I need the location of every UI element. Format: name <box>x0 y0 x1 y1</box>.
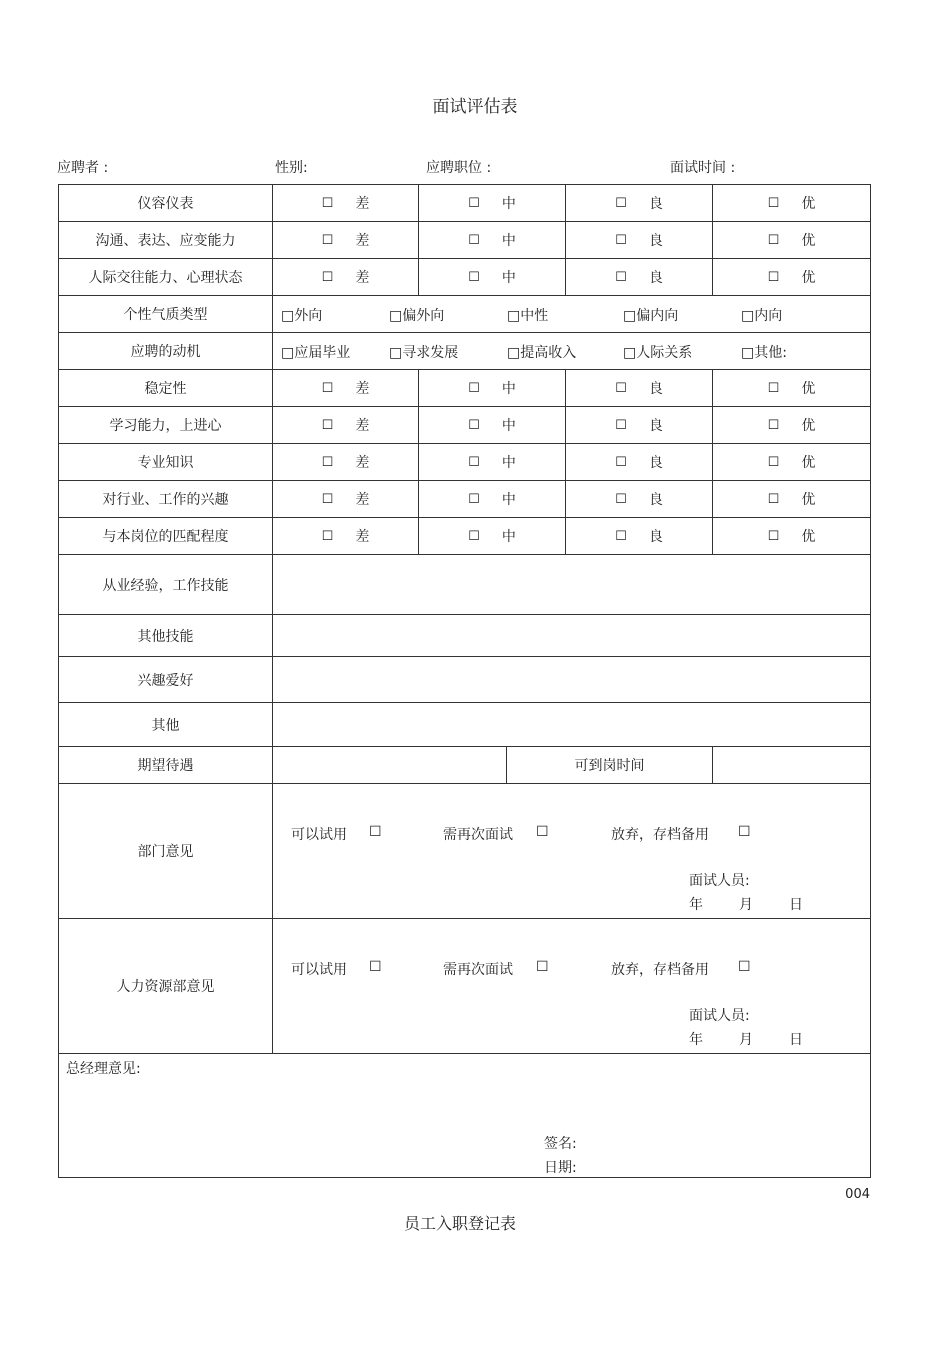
grade-cell[interactable] <box>713 259 871 296</box>
checkbox-icon[interactable]: ☐ <box>615 195 627 211</box>
rating-row <box>59 222 871 259</box>
rating-row <box>59 444 871 481</box>
motive-options <box>273 333 871 370</box>
arrival-time-input[interactable] <box>713 747 871 784</box>
criterion-label: 稳定性 <box>59 370 273 407</box>
grade-label: 优 <box>801 529 816 545</box>
checkbox-icon[interactable]: ☐ <box>369 824 382 840</box>
grade-cell[interactable] <box>419 259 566 296</box>
text-row-input[interactable] <box>273 615 871 657</box>
checkbox-icon[interactable]: ☐ <box>767 528 780 544</box>
checkbox-icon[interactable]: ☐ <box>536 824 549 840</box>
criterion-label: 与本岗位的匹配程度 <box>59 518 273 555</box>
motive-option[interactable]: □人际关系 <box>623 345 693 361</box>
dept-opinion-area <box>273 784 871 919</box>
grade-cell[interactable] <box>566 407 713 444</box>
grade-cell[interactable] <box>713 518 871 555</box>
checkbox-icon[interactable]: ☐ <box>321 454 334 470</box>
grade-cell[interactable] <box>419 370 566 407</box>
criterion-label: 专业知识 <box>59 444 273 481</box>
rating-row <box>59 407 871 444</box>
interview-time-label: 面试时间 : <box>670 160 736 176</box>
grade-label: 差 <box>355 455 370 471</box>
checkbox-icon[interactable]: ☐ <box>321 269 334 285</box>
trial-option: 可以试用 <box>291 962 347 978</box>
text-row <box>59 703 871 747</box>
grade-label: 优 <box>801 196 816 212</box>
archive-option: 放弃，存档备用 <box>611 827 709 843</box>
grade-cell[interactable] <box>273 259 419 296</box>
grade-label: 优 <box>801 492 816 508</box>
arrival-time-label: 可到岗时间 <box>507 747 713 784</box>
checkbox-icon[interactable]: ☐ <box>468 528 480 544</box>
motive-option[interactable]: □提高收入 <box>507 345 577 361</box>
grade-label: 优 <box>801 381 816 397</box>
checkbox-icon[interactable]: ☐ <box>369 959 382 975</box>
grade-label: 中 <box>501 492 516 508</box>
checkbox-icon[interactable]: ☐ <box>468 269 480 285</box>
motive-option[interactable]: □其他: <box>741 345 787 361</box>
year-label: 年 <box>689 897 703 913</box>
grade-label: 优 <box>801 270 816 286</box>
grade-label: 中 <box>501 196 516 212</box>
year-label: 年 <box>689 1032 703 1048</box>
grade-label: 中 <box>501 455 516 471</box>
text-row-label: 其他技能 <box>59 615 273 657</box>
next-form-title: 员工入职登记表 <box>403 1214 516 1233</box>
applicant-label: 应聘者 : <box>57 160 109 176</box>
month-label: 月 <box>739 1032 753 1048</box>
grade-cell[interactable] <box>273 518 419 555</box>
grade-label: 良 <box>648 529 663 545</box>
rating-row <box>59 185 871 222</box>
personality-options <box>273 296 871 333</box>
checkbox-icon[interactable]: ☐ <box>767 195 780 211</box>
grade-label: 差 <box>355 270 370 286</box>
grade-cell[interactable] <box>713 185 871 222</box>
checkbox-icon[interactable]: ☐ <box>767 269 780 285</box>
checkbox-icon[interactable]: ☐ <box>468 491 480 507</box>
checkbox-icon[interactable]: ☐ <box>615 232 627 248</box>
text-row-input[interactable] <box>273 555 871 615</box>
gender-label: 性别: <box>275 160 308 176</box>
hr-opinion-label: 人力资源部意见 <box>59 919 273 1054</box>
day-label: 日 <box>789 1032 803 1048</box>
text-row-input[interactable] <box>273 657 871 703</box>
grade-cell[interactable] <box>273 444 419 481</box>
hr-opinion-area <box>273 919 871 1054</box>
grade-label: 优 <box>801 455 816 471</box>
grade-cell[interactable] <box>273 481 419 518</box>
checkbox-icon[interactable]: ☐ <box>536 959 549 975</box>
motive-row <box>59 333 871 370</box>
form-title: 面试评估表 <box>432 97 518 117</box>
personality-option[interactable]: □偏外向 <box>389 308 445 324</box>
grade-cell[interactable] <box>419 444 566 481</box>
checkbox-icon[interactable]: ☐ <box>468 380 480 396</box>
expected-salary-label: 期望待遇 <box>59 747 273 784</box>
interviewer-label: 面试人员: <box>689 1008 750 1024</box>
grade-label: 优 <box>801 233 816 249</box>
grade-cell[interactable] <box>419 518 566 555</box>
rating-row <box>59 259 871 296</box>
grade-cell[interactable] <box>566 222 713 259</box>
gm-opinion-row <box>59 1054 871 1178</box>
checkbox-icon[interactable]: ☐ <box>767 417 780 433</box>
checkbox-icon[interactable]: ☐ <box>321 195 334 211</box>
checkbox-icon[interactable]: ☐ <box>615 491 627 507</box>
personality-row <box>59 296 871 333</box>
checkbox-icon[interactable]: ☐ <box>615 454 627 470</box>
grade-label: 良 <box>648 455 663 471</box>
checkbox-icon[interactable]: ☐ <box>767 380 780 396</box>
personality-option[interactable]: □内向 <box>741 308 783 324</box>
checkbox-icon[interactable]: ☐ <box>738 824 751 840</box>
criterion-label: 仪容仪表 <box>59 185 273 222</box>
checkbox-icon[interactable]: ☐ <box>321 417 334 433</box>
grade-cell[interactable] <box>713 481 871 518</box>
expected-salary-input[interactable] <box>273 747 507 784</box>
hr-opinion-row <box>59 919 871 1054</box>
dept-opinion-row <box>59 784 871 919</box>
checkbox-icon[interactable]: ☐ <box>615 380 627 396</box>
grade-label: 中 <box>501 233 516 249</box>
gm-opinion-area[interactable] <box>59 1054 871 1178</box>
grade-cell[interactable] <box>566 185 713 222</box>
grade-label: 良 <box>648 233 663 249</box>
grade-label: 差 <box>355 233 370 249</box>
grade-label: 中 <box>501 529 516 545</box>
checkbox-icon[interactable]: ☐ <box>767 454 780 470</box>
day-label: 日 <box>789 897 803 913</box>
grade-label: 差 <box>355 529 370 545</box>
grade-cell[interactable] <box>713 370 871 407</box>
rating-row <box>59 481 871 518</box>
grade-label: 中 <box>501 270 516 286</box>
grade-label: 中 <box>501 381 516 397</box>
grade-cell[interactable] <box>419 407 566 444</box>
checkbox-icon[interactable]: ☐ <box>321 491 334 507</box>
grade-cell[interactable] <box>273 222 419 259</box>
signature-label: 签名: <box>544 1136 577 1152</box>
grade-cell[interactable] <box>713 407 871 444</box>
rating-row <box>59 518 871 555</box>
page-code: 004 <box>845 1187 870 1202</box>
grade-cell[interactable] <box>713 444 871 481</box>
text-row <box>59 555 871 615</box>
grade-cell[interactable] <box>273 407 419 444</box>
grade-cell[interactable] <box>419 481 566 518</box>
text-row <box>59 657 871 703</box>
grade-cell[interactable] <box>566 370 713 407</box>
grade-label: 优 <box>801 418 816 434</box>
checkbox-icon[interactable]: ☐ <box>767 232 780 248</box>
personality-option[interactable]: □外向 <box>281 308 323 324</box>
grade-label: 差 <box>355 418 370 434</box>
personality-option[interactable]: □偏内向 <box>623 308 679 324</box>
reinterview-option: 需再次面试 <box>443 827 513 843</box>
grade-label: 良 <box>648 418 663 434</box>
checkbox-icon[interactable]: ☐ <box>468 195 480 211</box>
date-label: 日期: <box>544 1160 577 1176</box>
reinterview-option: 需再次面试 <box>443 962 513 978</box>
criterion-label: 人际交往能力、心理状态 <box>59 259 273 296</box>
month-label: 月 <box>739 897 753 913</box>
grade-cell[interactable] <box>713 222 871 259</box>
checkbox-icon[interactable]: ☐ <box>615 417 627 433</box>
checkbox-icon[interactable]: ☐ <box>321 232 334 248</box>
grade-cell[interactable] <box>566 518 713 555</box>
grade-cell[interactable] <box>419 185 566 222</box>
checkbox-icon[interactable]: ☐ <box>468 232 480 248</box>
grade-label: 中 <box>501 418 516 434</box>
grade-cell[interactable] <box>273 185 419 222</box>
text-row-input[interactable] <box>273 703 871 747</box>
gm-opinion-label: 总经理意见: <box>66 1061 141 1077</box>
rating-row <box>59 370 871 407</box>
grade-cell[interactable] <box>566 444 713 481</box>
checkbox-icon[interactable]: ☐ <box>468 417 480 433</box>
grade-label: 差 <box>355 381 370 397</box>
grade-cell[interactable] <box>419 222 566 259</box>
checkbox-icon[interactable]: ☐ <box>767 491 780 507</box>
interviewer-label: 面试人员: <box>689 873 750 889</box>
position-label: 应聘职位 : <box>426 160 492 176</box>
text-row <box>59 615 871 657</box>
grade-label: 良 <box>648 196 663 212</box>
checkbox-icon[interactable]: ☐ <box>468 454 480 470</box>
grade-cell[interactable] <box>566 481 713 518</box>
grade-label: 良 <box>648 381 663 397</box>
grade-label: 良 <box>648 492 663 508</box>
checkbox-icon[interactable]: ☐ <box>738 959 751 975</box>
grade-label: 差 <box>355 196 370 212</box>
criterion-label: 学习能力，上进心 <box>59 407 273 444</box>
text-row-label: 从业经验，工作技能 <box>59 555 273 615</box>
grade-cell[interactable] <box>273 370 419 407</box>
evaluation-table <box>58 184 871 1178</box>
grade-cell[interactable] <box>566 259 713 296</box>
criterion-label: 沟通、表达、应变能力 <box>59 222 273 259</box>
text-row-label: 兴趣爱好 <box>59 657 273 703</box>
checkbox-icon[interactable]: ☐ <box>321 380 334 396</box>
grade-label: 良 <box>648 270 663 286</box>
criterion-label: 对行业、工作的兴趣 <box>59 481 273 518</box>
text-row-label: 其他 <box>59 703 273 747</box>
checkbox-icon[interactable]: ☐ <box>321 528 334 544</box>
personality-label: 个性气质类型 <box>59 296 273 333</box>
trial-option: 可以试用 <box>291 827 347 843</box>
archive-option: 放弃，存档备用 <box>611 962 709 978</box>
dept-opinion-label: 部门意见 <box>59 784 273 919</box>
grade-label: 差 <box>355 492 370 508</box>
motive-option[interactable]: □寻求发展 <box>389 345 459 361</box>
personality-option[interactable]: □中性 <box>507 308 549 324</box>
checkbox-icon[interactable]: ☐ <box>615 269 627 285</box>
motive-label: 应聘的动机 <box>59 333 273 370</box>
checkbox-icon[interactable]: ☐ <box>615 528 627 544</box>
expectation-row <box>59 747 871 784</box>
motive-option[interactable]: □应届毕业 <box>281 345 351 361</box>
